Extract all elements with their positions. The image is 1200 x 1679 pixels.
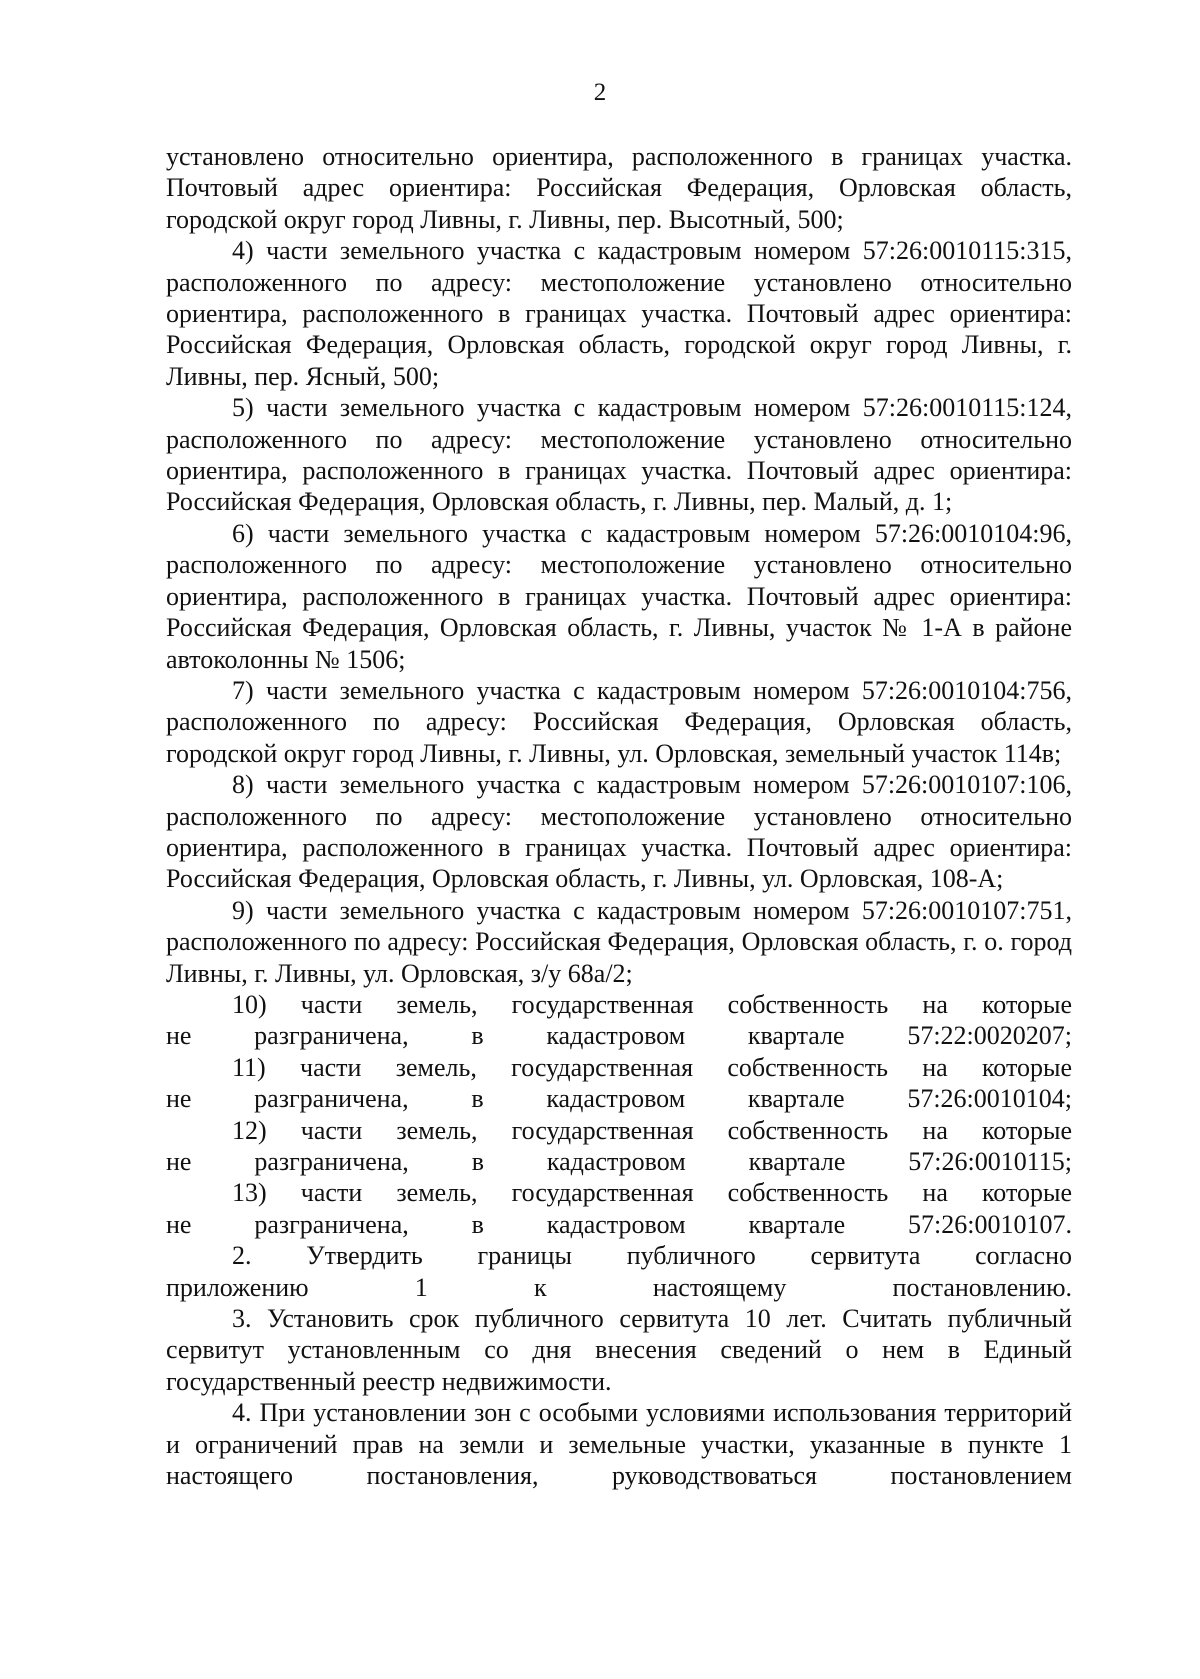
paragraph-item-11: 11) части земель, государственная собственность на которые не разграничена, в кадастровом квартале 57:26:0010104; xyxy=(166,1052,1072,1114)
paragraph-item-10: 10) части земель, государственная собственность на которые не разграничена, в кадастровом квартале 57:22:0020207; xyxy=(166,989,1072,1051)
paragraph-continuation: установлено относительно ориентира, расположенного в границах участка. Почтовый адрес ориентира: Российская Федерация, Орловская область, городской округ город Ливны, г. Ливны, пер. Высотный, 500; xyxy=(166,142,1072,234)
paragraph-item-9: 9) части земельного участка с кадастровым номером 57:26:0010107:751, расположенного по адресу: Российская Федерация, Орловская область, г. о. город Ливны, г. Ливны, ул. Орловская, з/у 68а/2; xyxy=(166,895,1072,988)
paragraph-item-12: 12) части земель, государственная собственность на которые не разграничена, в кадастровом квартале 57:26:0010115; xyxy=(166,1115,1072,1176)
paragraph-clause-2: 2. Утвердить границы публичного сервитута согласно приложению 1 к настоящему постановлению. xyxy=(166,1241,1072,1302)
paragraph-item-5: 5) части земельного участка с кадастровым номером 57:26:0010115:124, расположенного по адресу: местоположение установлено относительно ориентира, расположенного в границах участка. Почтовый адрес ориентира: Российская Федерация, Орловская область, г. Ливны, пер. Малый, д. 1; xyxy=(166,393,1072,517)
paragraph-item-7: 7) части земельного участка с кадастровым номером 57:26:0010104:756, расположенного по адресу: Российская Федерация, Орловская область, городской округ город Ливны, г. Ливны, ул. Орловская, земельный участок 114в; xyxy=(166,675,1072,768)
document-body xyxy=(166,141,1072,1491)
paragraph-item-6: 6) части земельного участка с кадастровым номером 57:26:0010104:96, расположенного по адресу: местоположение установлено относительно ориентира, расположенного в границах участка. Почтовый адрес ориентира: Российская Федерация, Орловская область, г. Ливны, участок № 1-А в районе автоколонны № 1506; xyxy=(166,518,1072,674)
paragraph-clause-3: 3. Установить срок публичного сервитута 10 лет. Считать публичный сервитут установленным со дня внесения сведений о нем в Единый государственный реестр недвижимости. xyxy=(166,1304,1072,1396)
page-number: 2 xyxy=(593,79,607,106)
paragraph-item-8: 8) части земельного участка с кадастровым номером 57:26:0010107:106, расположенного по адресу: местоположение установлено относительно ориентира, расположенного в границах участка. Почтовый адрес ориентира: Российская Федерация, Орловская область, г. Ливны, ул. Орловская, 108-А; xyxy=(166,770,1072,894)
paragraph-item-4: 4) части земельного участка с кадастровым номером 57:26:0010115:315, расположенного по адресу: местоположение установлено относительно ориентира, расположенного в границах участка. Почтовый адрес ориентира: Российская Федерация, Орловская область, городской округ город Ливны, г. Ливны, пер. Ясный, 500; xyxy=(166,236,1072,391)
paragraph-clause-4: 4. При установлении зон с особыми условиями использования территорий и ограничений прав на земли и земельные участки, указанные в пункте 1 настоящего постановления, руководствоваться постановлением xyxy=(166,1398,1072,1491)
paragraph-item-13: 13) части земель, государственная собственность на которые не разграничена, в кадастровом квартале 57:26:0010107. xyxy=(166,1178,1072,1239)
